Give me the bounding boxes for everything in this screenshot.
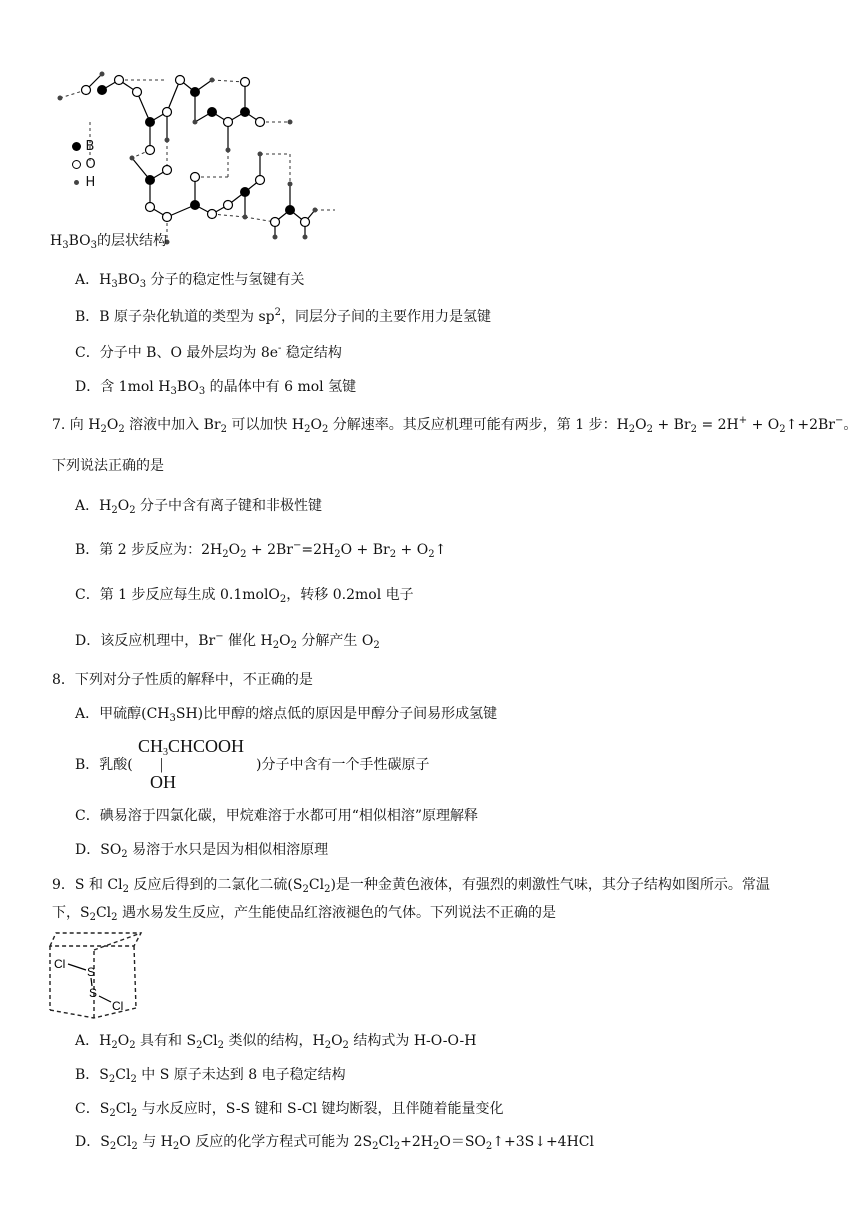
- q8-option-d: D．$SO_2$ 易溶于水只是因为相似相溶原理: [75, 842, 329, 860]
- legend-label-o: O: [85, 157, 96, 172]
- q6-option-c: C．分子中 B、O 最外层均为 8e- 稳定结构: [75, 343, 342, 361]
- figure-caption: $H_3BO_3$的层状结构: [50, 233, 167, 251]
- q7-option-a: A．$H_2O_2$ 分子中含有离子键和非极性键: [75, 498, 323, 516]
- q9-stem-line2: 下，$S_2Cl_2$ 遇水易发生反应，产生能使品红溶液褪色的气体。下列说法不正确的是: [52, 905, 556, 923]
- q7-option-b: B．第 2 步反应为：$2H_2O_2 + 2Br^-=2H_2O + Br_2$ + $O_2↑$: [75, 540, 447, 560]
- s2cl2-label-cl1: Cl: [54, 957, 66, 971]
- q7-option-d: D．该反应机理中，Br− 催化 $H_2O_2$ 分解产生 $O_2$: [75, 631, 380, 651]
- figure-legend: [72, 138, 96, 192]
- legend-label-h: H: [85, 175, 96, 190]
- q9-option-c: C．$S_2Cl_2$ 与水反应时，S-S 键和 S-Cl 键均断裂，且伴随着能量变化: [75, 1101, 504, 1119]
- q9-stem-line1: 9．S 和 $Cl_2$ 反应后得到的二氯化二硫$(S_2Cl_2)$是一种金黄色液体，有强烈的刺激性气味，其分子结构如图所示。常温: [52, 877, 770, 895]
- s2cl2-structure-diagram: [46, 930, 146, 1022]
- lactic-acid-formula-bond: |: [160, 756, 164, 773]
- q8-option-c: C．碘易溶于四氯化碳，甲烷难溶于水都可用“相似相溶”原理解释: [75, 808, 479, 824]
- q9-option-d: D．$S_2Cl_2$ 与 $H_2O$ 反应的化学方程式可能为 $2S_2Cl_2+2H_2O=SO_2↑+3S↓+4HCl$: [75, 1134, 594, 1152]
- legend-open-circle-icon: [72, 160, 81, 169]
- q7-stem-line2: 下列说法正确的是: [52, 458, 164, 474]
- q8-option-b-prefix: B．乳酸(: [75, 757, 133, 773]
- q6-option-a: A．$H_3BO_3$ 分子的稳定性与氢键有关: [75, 272, 305, 290]
- q8-option-a: A．甲硫醇$(CH_3SH)$比甲醇的熔点低的原因是甲醇分子间易形成氢键: [75, 706, 498, 724]
- q6-option-d: D．含 1mol $H_3BO_3$ 的晶体中有 6 mol 氢键: [75, 379, 357, 397]
- s2cl2-label-s2: S: [89, 986, 98, 1000]
- legend-label-b: B: [85, 139, 95, 154]
- q7-stem: 7. 向 $H_2O_2$ 溶液中加入 $Br_2$ 可以加快 $H_2O_2$ 分解速率。其反应机理可能有两步，第 1 步：$H_2O_2 + Br_2 = 2H^+$ + $O_2↑+2Br^-$。: [52, 415, 858, 435]
- legend-filled-circle-icon: [72, 142, 81, 151]
- q9-option-a: A．$H_2O_2$ 具有和 $S_2Cl_2$ 类似的结构，$H_2O_2$ 结构式为 H-O-O-H: [75, 1033, 477, 1051]
- q6-option-b: B．B 原子杂化轨道的类型为 $sp^2$，同层分子间的主要作用力是氢键: [75, 307, 491, 325]
- s2cl2-label-cl2: Cl: [112, 999, 124, 1013]
- legend-dot-icon: [74, 180, 79, 185]
- q7-option-c: C．第 1 步反应每生成 0.1molO$_2$，转移 0.2mol 电子: [75, 587, 414, 605]
- q9-option-b: B．$S_2Cl_2$ 中 S 原子未达到 8 电子稳定结构: [75, 1067, 346, 1085]
- lactic-acid-formula-top: $CH_3CHCOOH$: [138, 736, 245, 758]
- lactic-acid-formula-oh: OH: [150, 772, 176, 792]
- q8-stem: 8．下列对分子性质的解释中，不正确的是: [52, 672, 313, 688]
- s2cl2-label-s1: S: [87, 965, 96, 979]
- q8-option-b-suffix: )分子中含有一个手性碳原子: [256, 757, 430, 773]
